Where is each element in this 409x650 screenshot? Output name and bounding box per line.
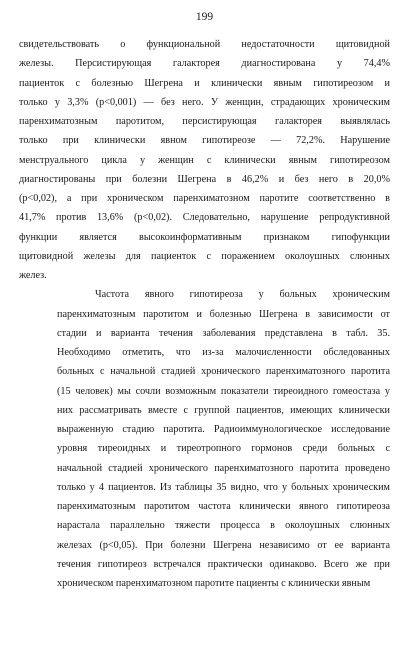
body-text [19,35,390,593]
text-line: начальной стадией хронического паренхиматозного паротита проведено [57,462,390,474]
text-line: хроническом паренхиматозном паротите пациенты с клинически явным [57,578,371,589]
text-line: желез. [19,270,47,281]
text-line: паренхиматозным паротитом, персистирующая галакторея выявлялась [19,116,390,127]
text-line: щитовидной железы для пациенток с поражением околоушных слюнных [19,250,390,262]
text-line: Необходимо отметить, что из-за малочисленности обследованных [57,347,390,358]
text-line: менструального цикла у женщин с клинически явным гипотиреозом [19,154,390,166]
text-line: больных с начальной стадией хронического паренхиматозного паротита [57,366,390,378]
text-line: диагностированы при болезни Шегрена в 46,2% и без него в 20,0% [19,173,390,185]
paragraph [19,35,390,285]
text-line: (15 человек) мы сочли возможным показатели тиреоидного гомеостаза у [57,385,390,397]
text-line: функции является высокоинформативным признаком гипофункции [19,231,390,243]
text-line: уровня тиреоидных и тиреотропного гормонов среди больных с [57,443,390,455]
text-line: пациенток с болезнью Шегрена и клинически явным гипотиреозом и [19,77,390,89]
text-line: выраженную стадию паротита. Радиоиммунологическое исследование [57,424,390,435]
text-line: течения гипотиреоз встречался практически одинаково. Всего же при [57,558,390,570]
paragraph [19,285,390,593]
page-number: 199 [195,11,214,23]
text-line: них рассматривать вместе с группой пациентов, имеющих клинически [57,404,390,416]
text-line: паренхиматозным паротитом и болезнью Шегрена в зависимости от [57,308,390,320]
text-line: нарастала параллельно тяжести процесса в околоушных слюнных [57,520,390,532]
text-line: только при клинически явном гипотиреозе — 72,2%. Нарушение [19,135,390,147]
text-line: 41,7% против 13,6% (р<0,02). Следовательно, нарушение репродуктивной [19,212,390,224]
text-line: только у 4 пациентов. Из таблицы 35 видно, что у больных хроническим [57,481,390,493]
text-line: железы. Персистирующая галакторея диагностирована у 74,4% [19,58,390,70]
text-line: свидетельствовать о функциональной недостаточности щитовидной [19,39,390,50]
text-line: стадии и варианта течения заболевания представлена в табл. 35. [57,327,390,339]
text-line: паренхиматозным паротитом частота клинически явного гипотиреоза [57,501,390,512]
text-line: железах (р<0,05). При болезни Шегрена независимо от ее варианта [57,539,390,551]
text-line: только у 3,3% (р<0,001) — без него. У женщин, страдающих хроническим [19,96,390,108]
text-line: (р<0,02), а при хроническом паренхиматозном паротите соответственно в [19,193,390,204]
text-line: Частота явного гипотиреоза у больных хроническим [95,289,390,301]
